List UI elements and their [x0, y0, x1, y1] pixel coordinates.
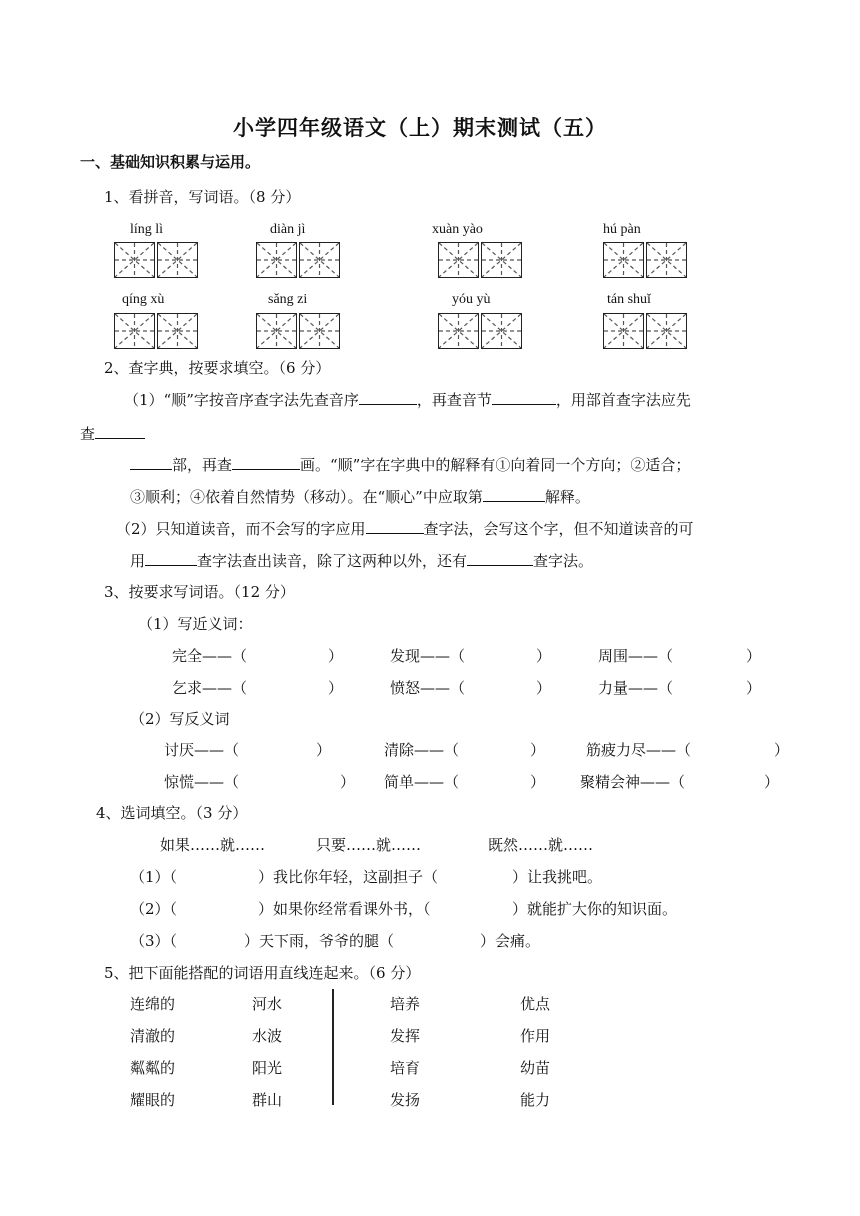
- answer-paren-close[interactable]: ）: [536, 647, 552, 665]
- page-title: 小学四年级语文（上）期末测试（五）: [233, 115, 607, 140]
- tianzige-box[interactable]: [438, 242, 524, 278]
- answer-paren-close[interactable]: ）: [530, 741, 546, 759]
- synonym-item: 力量——（: [598, 679, 674, 697]
- question-2-line-2: 查: [80, 423, 145, 444]
- question-2-line-6: 用 查字法查出读音，除了这两种以外，还有 查字法。: [130, 552, 594, 570]
- question-5-heading: 5、把下面能搭配的词语用直线连起来。（6 分）: [104, 964, 421, 982]
- synonym-item: 周围——（: [598, 647, 674, 665]
- column-divider: [332, 989, 334, 1105]
- pinyin-label: sǎng zi: [268, 292, 308, 307]
- match-word-left[interactable]: 发扬: [390, 1091, 421, 1109]
- antonym-item: 清除——（: [384, 741, 460, 759]
- antonym-item: 简单——（: [384, 773, 460, 791]
- question-2-line-4: ③顺利；④依着自然情势（移动）。在“顺心”中应取第 解释。: [130, 488, 590, 506]
- answer-paren-close[interactable]: ）: [328, 679, 344, 697]
- match-word-right[interactable]: 作用: [520, 1027, 551, 1045]
- pinyin-label: xuàn yào: [432, 222, 483, 237]
- tianzige-box[interactable]: [603, 313, 689, 349]
- fill-item: ）就能扩大你的知识面。: [512, 900, 678, 918]
- antonym-item: 惊慌——（: [164, 773, 240, 791]
- tianzige-box[interactable]: [438, 313, 524, 349]
- answer-paren-close[interactable]: ）: [774, 741, 790, 759]
- antonym-item: 聚精会神——（: [580, 773, 686, 791]
- fill-item: ）如果你经常看课外书，（: [258, 900, 431, 918]
- fill-item: （2）（: [130, 900, 178, 918]
- word-option: 如果……就……: [160, 836, 266, 854]
- fill-item: （3）（: [130, 932, 178, 950]
- answer-blank[interactable]: [145, 551, 197, 566]
- question-2-line-3: 部，再查 画。“顺”字在字典中的解释有①向着同一个方向；②适合；: [130, 454, 690, 475]
- match-word-left[interactable]: 粼粼的: [130, 1059, 176, 1077]
- tianzige-box[interactable]: [603, 242, 689, 278]
- tianzige-box[interactable]: [114, 313, 200, 349]
- antonym-subheading: （2）写反义词: [130, 710, 230, 728]
- match-word-right[interactable]: 水波: [252, 1027, 283, 1045]
- fill-item: ）会痛。: [480, 932, 541, 950]
- answer-blank[interactable]: [95, 424, 145, 439]
- synonym-item: 发现——（: [390, 647, 466, 665]
- answer-paren-close[interactable]: ）: [328, 647, 344, 665]
- match-word-left[interactable]: 培育: [390, 1059, 421, 1077]
- match-word-right[interactable]: 幼苗: [520, 1059, 551, 1077]
- pinyin-label: tán shuǐ: [607, 292, 651, 307]
- match-word-right[interactable]: 群山: [252, 1091, 283, 1109]
- synonym-item: 乞求——（: [172, 679, 248, 697]
- question-2-line-1: （1）“顺”字按音序查字法先查音序 ，再查音节 ，用部首查字法应先: [124, 391, 691, 409]
- tianzige-box[interactable]: [256, 313, 342, 349]
- synonym-subheading: （1）写近义词：: [138, 615, 253, 633]
- match-word-right[interactable]: 阳光: [252, 1059, 283, 1077]
- match-word-left[interactable]: 清澈的: [130, 1027, 176, 1045]
- answer-paren-close[interactable]: ）: [746, 679, 762, 697]
- question-3-heading: 3、按要求写词语。（12 分）: [104, 583, 295, 601]
- answer-paren-close[interactable]: ）: [340, 773, 356, 791]
- match-word-left[interactable]: 发挥: [390, 1027, 421, 1045]
- answer-blank[interactable]: [483, 487, 545, 502]
- answer-blank[interactable]: [232, 455, 300, 470]
- question-1-heading: 1、看拼音，写词语。（8 分）: [104, 188, 301, 206]
- tianzige-box[interactable]: [114, 242, 200, 278]
- match-word-right[interactable]: 能力: [520, 1091, 551, 1109]
- answer-paren-close[interactable]: ）: [530, 773, 546, 791]
- tianzige-box[interactable]: [256, 242, 342, 278]
- answer-blank[interactable]: [130, 455, 172, 470]
- pinyin-label: diàn jì: [270, 222, 306, 237]
- fill-item: ）让我挑吧。: [512, 868, 603, 886]
- fill-item: ）我比你年轻，这副担子（: [258, 868, 439, 886]
- antonym-item: 讨厌——（: [164, 741, 240, 759]
- match-word-left[interactable]: 耀眼的: [130, 1091, 176, 1109]
- fill-item: （1）（: [130, 868, 178, 886]
- answer-blank[interactable]: [467, 551, 533, 566]
- section-heading: 一、基础知识积累与运用。: [80, 153, 261, 171]
- answer-paren-close[interactable]: ）: [536, 679, 552, 697]
- answer-blank[interactable]: [366, 519, 424, 534]
- pinyin-label: qíng xù: [122, 292, 165, 307]
- question-2-heading: 2、查字典，按要求填空。（6 分）: [104, 359, 331, 377]
- synonym-item: 愤怒——（: [390, 679, 466, 697]
- word-option: 只要……就……: [316, 836, 422, 854]
- pinyin-label: yóu yù: [452, 292, 491, 307]
- pinyin-label: líng lì: [130, 222, 164, 237]
- match-word-right[interactable]: 河水: [252, 995, 283, 1013]
- question-4-heading: 4、选词填空。（3 分）: [96, 804, 248, 822]
- answer-blank[interactable]: [359, 390, 417, 405]
- question-2-line-5: （2）只知道读音，而不会写的字应用 查字法，会写这个字，但不知道读音的可: [116, 520, 694, 538]
- antonym-item: 筋疲力尽——（: [586, 741, 692, 759]
- match-word-left[interactable]: 连绵的: [130, 995, 176, 1013]
- synonym-item: 完全——（: [172, 647, 248, 665]
- match-word-left[interactable]: 培养: [390, 995, 421, 1013]
- pinyin-label: hú pàn: [603, 222, 641, 237]
- answer-paren-close[interactable]: ）: [746, 647, 762, 665]
- answer-paren-close[interactable]: ）: [316, 741, 332, 759]
- match-word-right[interactable]: 优点: [520, 995, 551, 1013]
- word-option: 既然……就……: [488, 836, 594, 854]
- answer-blank[interactable]: [492, 390, 556, 405]
- fill-item: ）天下雨，爷爷的腿（: [244, 932, 395, 950]
- answer-paren-close[interactable]: ）: [764, 773, 780, 791]
